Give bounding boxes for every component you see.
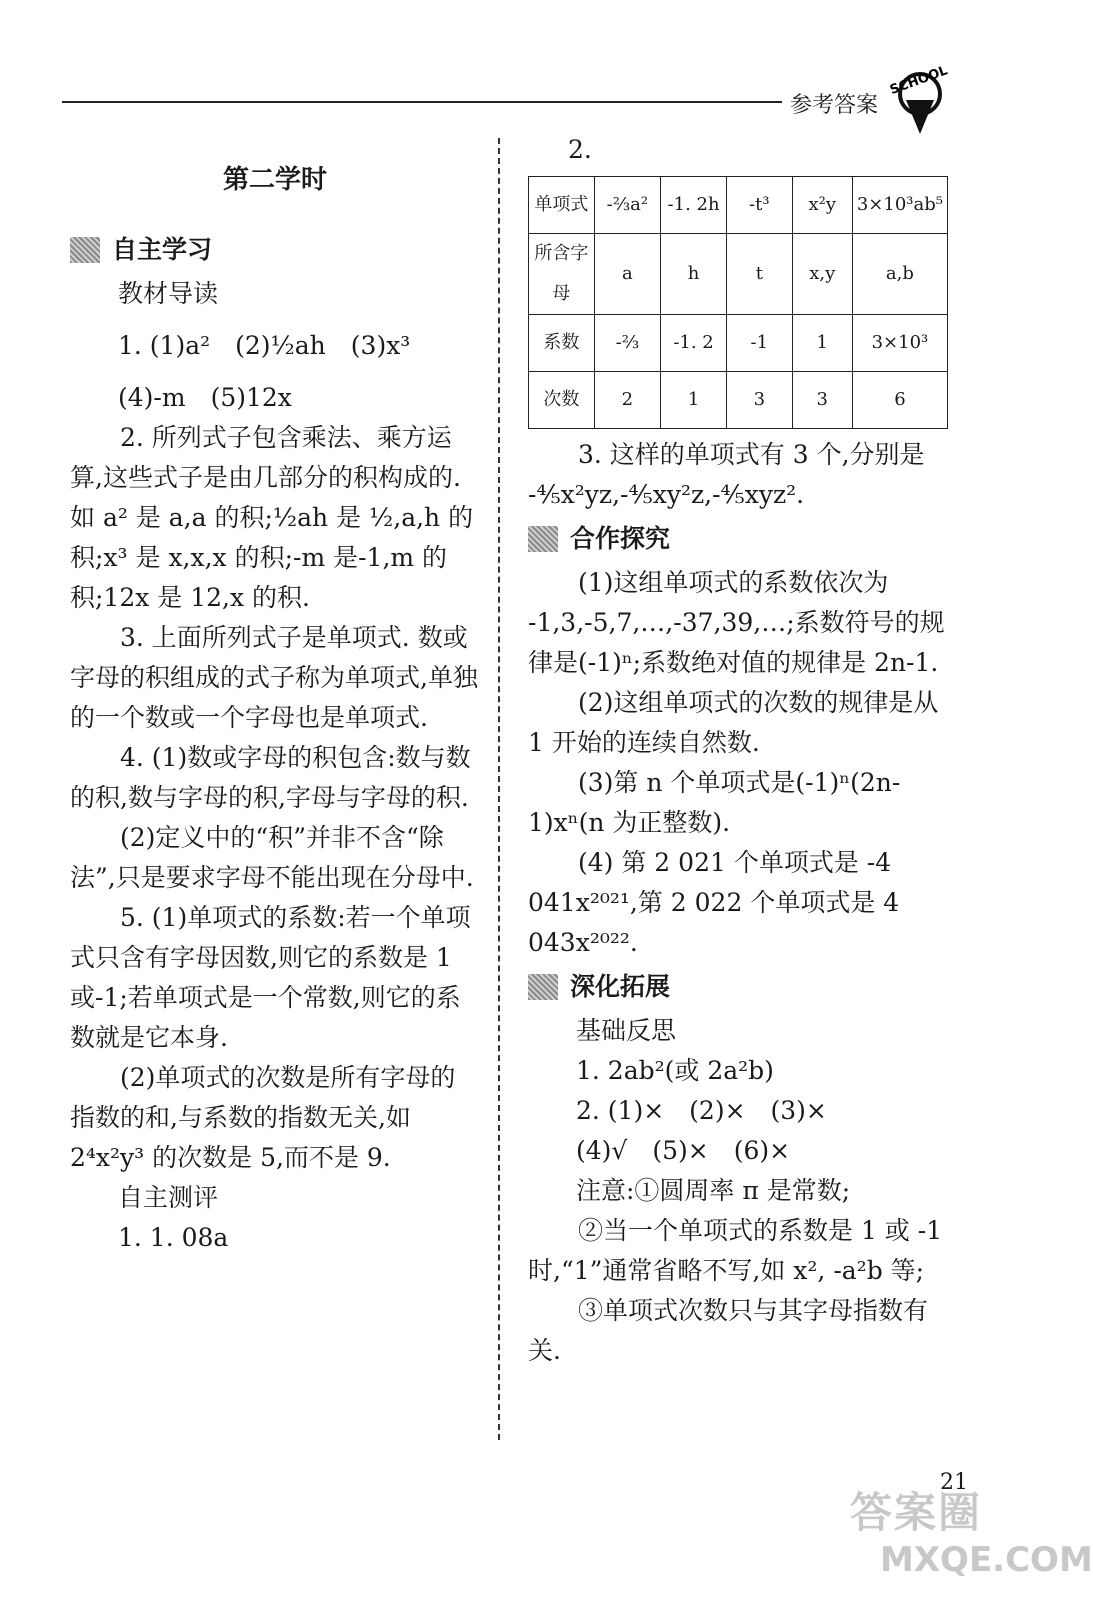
paragraph: (1)这组单项式的系数依次为 -1,3,-5,7,…,-37,39,…;系数符号的规律是(-1)ⁿ;系数绝对值的规律是 2n-1. bbox=[528, 568, 945, 677]
paragraph: ③单项式次数只与其字母指数有关. bbox=[528, 1296, 929, 1365]
section-marker-icon bbox=[528, 974, 558, 1000]
header-label: 参考答案 bbox=[790, 93, 879, 118]
section-marker-icon bbox=[528, 526, 558, 552]
lesson-title: 第二学时 bbox=[222, 165, 327, 195]
paragraph: 3. 这样的单项式有 3 个,分别是 bbox=[578, 440, 925, 469]
section-marker-icon bbox=[70, 237, 100, 263]
table-row: 所含字母 a h t x,y a,b bbox=[529, 234, 948, 315]
watermark-bottom: MXQE.COM bbox=[880, 1540, 1093, 1580]
section-heading: 合作探究 bbox=[528, 519, 948, 559]
paragraph: 3. 上面所列式子是单项式. 数或字母的积组成的式子称为单项式,单独的一个数或一个字母也是单项式. bbox=[70, 623, 478, 732]
paragraph: (2)单项式的次数是所有字母的指数的和,与系数的指数无关,如 2⁴x²y³ 的次数是 5,而不是 9. bbox=[70, 1063, 456, 1172]
subheading: 教材导读 bbox=[118, 279, 219, 308]
paragraph: (2)这组单项式的次数的规律是从 1 开始的连续自然数. bbox=[528, 688, 939, 757]
answer-line: (4)√ (5)× (6)× bbox=[576, 1136, 791, 1165]
answer-line: 1. 1. 08a bbox=[118, 1223, 229, 1252]
answer-line: 注意:①圆周率 π 是常数; bbox=[576, 1176, 851, 1205]
paragraph: ②当一个单项式的系数是 1 或 -1 时,“1”通常省略不写,如 x², -a²b 等; bbox=[528, 1216, 943, 1285]
paragraph: (3)第 n 个单项式是(-1)ⁿ(2n-1)xⁿ(n 为正整数). bbox=[528, 768, 901, 837]
question-number: 2. bbox=[568, 135, 592, 164]
right-column bbox=[528, 130, 948, 1371]
column-divider bbox=[498, 138, 500, 1440]
school-logo bbox=[880, 62, 960, 136]
paragraph: (2)定义中的“积”并非不含“除法”,只是要求字母不能出现在分母中. bbox=[70, 823, 474, 892]
subheading: 基础反思 bbox=[576, 1016, 677, 1045]
left-column bbox=[70, 150, 480, 1258]
answer-line: -⅘x²yz,-⅘xy²z,-⅘xyz². bbox=[528, 480, 805, 509]
subheading: 自主测评 bbox=[118, 1183, 219, 1212]
section-heading: 自主学习 bbox=[70, 230, 480, 270]
page-number: 21 bbox=[940, 1470, 968, 1495]
monomial-table bbox=[528, 176, 948, 429]
watermark-top: 答案圈 bbox=[850, 1488, 983, 1537]
answer-line: 1. (1)a² (2)½ah (3)x³ bbox=[118, 331, 411, 360]
paragraph: 4. (1)数或字母的积包含:数与数的积,数与字母的积,字母与字母的积. bbox=[70, 743, 471, 812]
answer-line: (4)-m (5)12x bbox=[118, 383, 292, 412]
section-heading: 深化拓展 bbox=[528, 967, 948, 1007]
answer-line: 2. (1)× (2)× (3)× bbox=[576, 1096, 827, 1125]
table-row: 单项式 -⅔a² -1. 2h -t³ x²y 3×10³ab⁵ bbox=[529, 177, 948, 234]
table-row: 系数 -⅔ -1. 2 -1 1 3×10³ bbox=[529, 315, 948, 372]
paragraph: (4) 第 2 021 个单项式是 -4 041x²⁰²¹,第 2 022 个单项式是 4 043x²⁰²². bbox=[528, 848, 900, 957]
paragraph: 5. (1)单项式的系数:若一个单项式只含有字母因数,则它的系数是 1 或-1;若单项式是一个常数,则它的系数就是它本身. bbox=[70, 903, 471, 1052]
table-row: 次数 2 1 3 3 6 bbox=[529, 372, 948, 429]
logo-text: SCHOOL bbox=[887, 63, 950, 99]
paragraph: 2. 所列式子包含乘法、乘方运算,这些式子是由几部分的积构成的. 如 a² 是 a,a 的积;½ah 是 ½,a,h 的积;x³ 是 x,x,x 的积;-m 是-1,m 的积;12x 是 12,x 的积. bbox=[70, 423, 474, 612]
header-rule bbox=[62, 101, 782, 103]
answer-line: 1. 2ab²(或 2a²b) bbox=[576, 1056, 774, 1085]
